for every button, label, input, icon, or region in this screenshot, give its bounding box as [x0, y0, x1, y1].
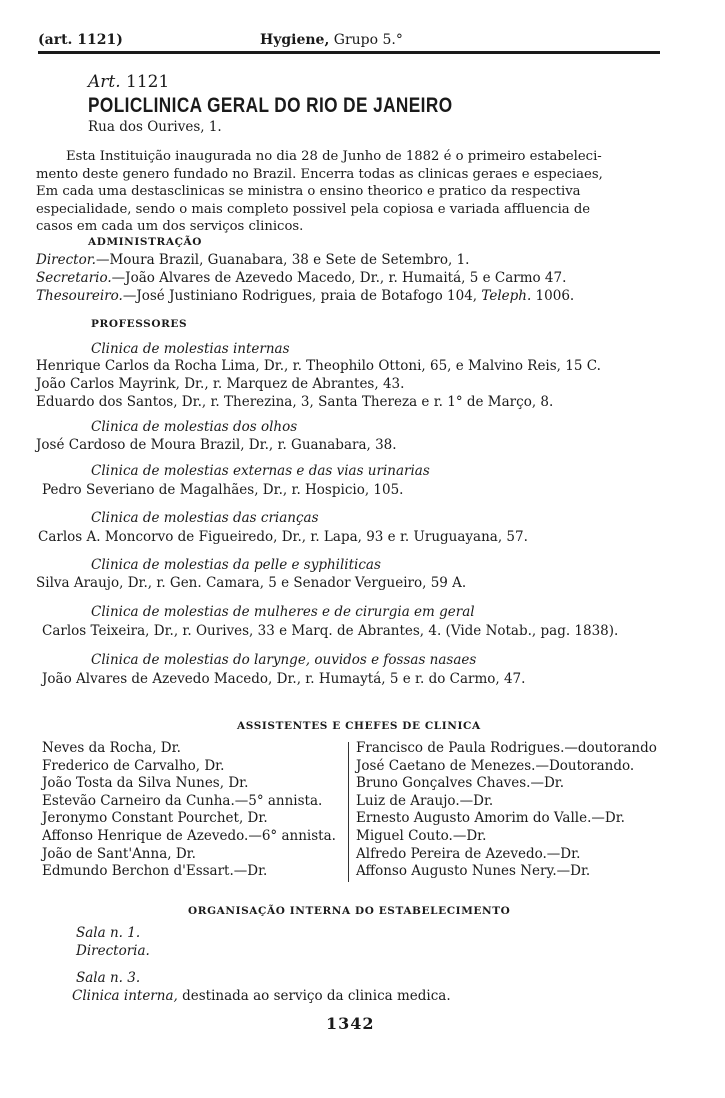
clinic-name: Clinica de molestias de mulheres e de cirurgia em geral	[91, 604, 475, 620]
sala-1-label: Sala n. 1.	[76, 925, 141, 941]
professor-line: Henrique Carlos da Rocha Lima, Dr., r. Theophilo Ottoni, 65, e Malvino Reis, 15 C.	[36, 358, 601, 374]
director-label: Director.	[36, 252, 96, 268]
professor-line: Eduardo dos Santos, Dr., r. Therezina, 3, Santa Thereza e r. 1° de Março, 8.	[36, 394, 554, 410]
article-number: 1121	[126, 72, 170, 92]
header-rule	[38, 51, 660, 54]
column-divider	[348, 742, 349, 882]
article-prefix: Art.	[88, 72, 121, 92]
running-head-group: Grupo 5.°	[329, 32, 403, 48]
thesoureiro-label: Thesoureiro.	[36, 288, 123, 304]
assistente-entry: Frederico de Carvalho, Dr.	[42, 757, 225, 774]
assistentes-heading: ASSISTENTES E CHEFES DE CLINICA	[237, 720, 481, 732]
running-head-section	[260, 32, 403, 48]
assistente-entry: Bruno Gonçalves Chaves.—Dr.	[356, 775, 565, 792]
intro-paragraph	[36, 148, 661, 236]
professor-line: Carlos Teixeira, Dr., r. Ourives, 33 e Marq. de Abrantes, 4. (Vide Notab., pag. 1838).	[42, 623, 619, 639]
assistente-entry: João Tosta da Silva Nunes, Dr.	[42, 775, 249, 792]
sala-3-line	[72, 988, 451, 1004]
director-text: —Moura Brazil, Guanabara, 38 e Sete de Setembro, 1.	[95, 252, 470, 268]
clinic-name: Clinica de molestias da pelle e syphiliticas	[91, 557, 381, 573]
thesoureiro-text: —José Justiniano Rodrigues, praia de Botafogo 104,	[122, 288, 478, 304]
assistente-entry: Luiz de Araujo.—Dr.	[356, 792, 494, 809]
assistente-entry: Edmundo Berchon d'Essart.—Dr.	[42, 863, 268, 880]
admin-heading: ADMINISTRAÇÃO	[88, 236, 203, 248]
clinic-name: Clinica de molestias externas e das vias urinarias	[91, 463, 430, 479]
assistente-entry: Miguel Couto.—Dr.	[356, 827, 487, 844]
sala-3-clinic: Clinica interna,	[72, 988, 178, 1004]
clinic-name: Clinica de molestias internas	[91, 341, 290, 357]
assistentes-right-column	[356, 740, 657, 881]
running-head-article-ref: (art. 1121)	[38, 32, 123, 48]
intro-line: casos em cada um dos serviços clinicos.	[36, 219, 304, 234]
clinic-name: Clinica de molestias das crianças	[91, 510, 319, 526]
thesoureiro-line	[36, 288, 574, 304]
secretario-text: —João Alvares de Azevedo Macedo, Dr., r. Humaitá, 5 e Carmo 47.	[111, 270, 567, 286]
running-head-title: Hygiene,	[260, 32, 330, 48]
teleph-label: Teleph.	[481, 288, 532, 304]
assistente-entry: Estevão Carneiro da Cunha.—5° annista.	[42, 792, 323, 809]
assistente-entry: Affonso Augusto Nunes Nery.—Dr.	[356, 863, 591, 880]
page-number: 1342	[326, 1014, 375, 1033]
assistente-entry: Affonso Henrique de Azevedo.—6° annista.	[42, 827, 336, 844]
article-label	[88, 72, 169, 92]
sala-3-text: destinada ao serviço da clinica medica.	[177, 988, 451, 1004]
assistente-entry: Jeronymo Constant Pourchet, Dr.	[42, 810, 268, 827]
assistente-entry: Alfredo Pereira de Azevedo.—Dr.	[356, 845, 581, 862]
clinic-name: Clinica de molestias dos olhos	[91, 419, 298, 435]
assistente-entry: João de Sant'Anna, Dr.	[42, 845, 196, 862]
intro-line: Esta Instituição inaugurada no dia 28 de Junho de 1882 é o primeiro estabeleci-	[66, 149, 602, 164]
assistente-entry: Ernesto Augusto Amorim do Valle.—Dr.	[356, 810, 625, 827]
professor-line: Pedro Severiano de Magalhães, Dr., r. Hospicio, 105.	[42, 482, 404, 498]
assistente-entry: José Caetano de Menezes.—Doutorando.	[356, 757, 635, 774]
clinic-name: Clinica de molestias do larynge, ouvidos e fossas nasaes	[91, 652, 477, 668]
sala-1-text: Directoria.	[76, 943, 150, 959]
secretario-label: Secretario.	[36, 270, 112, 286]
sala-3-label: Sala n. 3.	[76, 970, 141, 986]
professores-heading: PROFESSORES	[91, 318, 188, 330]
teleph-number: 1006.	[531, 288, 575, 304]
intro-line: mento deste genero fundado no Brazil. Encerra todas as clinicas geraes e especiaes,	[36, 166, 603, 182]
running-head	[38, 32, 660, 50]
professor-line: João Alvares de Azevedo Macedo, Dr., r. Humaytá, 5 e r. do Carmo, 47.	[42, 671, 526, 687]
article-address: Rua dos Ourives, 1.	[88, 119, 222, 135]
professor-line: João Carlos Mayrink, Dr., r. Marquez de Abrantes, 43.	[36, 376, 405, 392]
professor-line: José Cardoso de Moura Brazil, Dr., r. Guanabara, 38.	[36, 437, 397, 453]
article-title: POLICLINICA GERAL DO RIO DE JANEIRO	[88, 94, 453, 117]
professor-line: Silva Araujo, Dr., r. Gen. Camara, 5 e Senador Vergueiro, 59 A.	[36, 575, 467, 591]
professor-line: Carlos A. Moncorvo de Figueiredo, Dr., r. Lapa, 93 e r. Uruguayana, 57.	[38, 529, 528, 545]
intro-line: especialidade, sendo o mais completo possivel pela copiosa e variada affluencia de	[36, 201, 591, 217]
assistente-entry: Francisco de Paula Rodrigues.—doutorando	[356, 740, 657, 756]
intro-line: Em cada uma destasclinicas se ministra o ensino theorico e pratico da respectiva	[36, 184, 581, 199]
assistentes-left-column	[42, 740, 336, 881]
secretario-line	[36, 270, 566, 286]
director-line	[36, 252, 469, 268]
organisacao-heading: ORGANISAÇÃO INTERNA DO ESTABELECIMENTO	[188, 905, 511, 917]
assistente-entry: Neves da Rocha, Dr.	[42, 740, 181, 756]
